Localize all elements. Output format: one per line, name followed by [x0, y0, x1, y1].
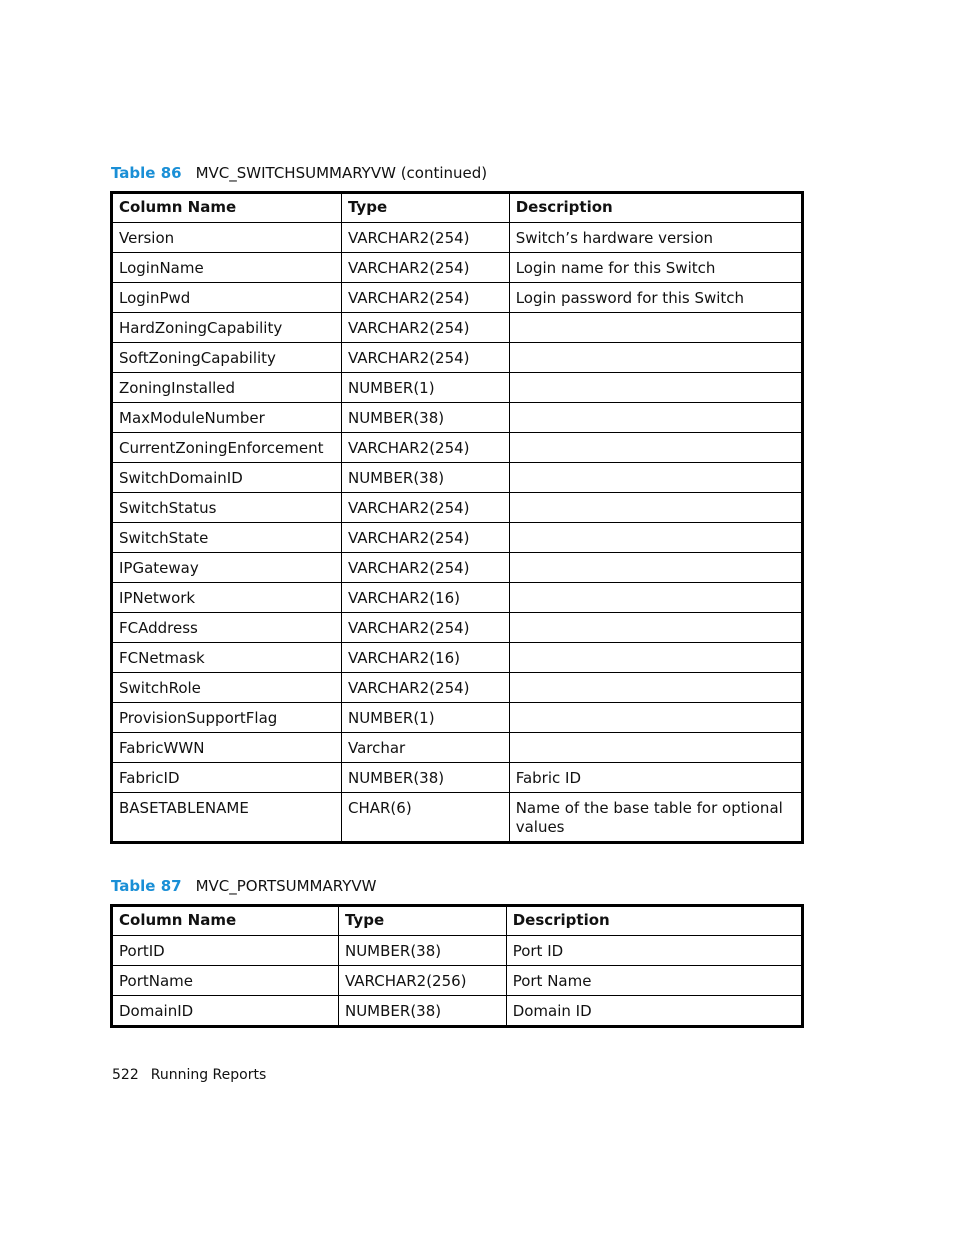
table-cell: SwitchRole	[112, 673, 342, 703]
table-86-number: Table 86	[111, 164, 182, 182]
table-86-title: MVC_SWITCHSUMMARYVW (continued)	[195, 164, 488, 182]
table-row	[112, 343, 803, 373]
table-cell: FCNetmask	[112, 643, 342, 673]
table-row	[112, 613, 803, 643]
table-cell: IPGateway	[112, 553, 342, 583]
table-row	[112, 223, 803, 253]
table-row	[112, 253, 803, 283]
page-footer	[112, 1067, 266, 1083]
table-cell: LoginName	[112, 253, 342, 283]
table-cell: NUMBER(38)	[338, 936, 506, 966]
table-cell: Login password for this Switch	[509, 283, 802, 313]
table-cell	[509, 733, 802, 763]
table-cell	[509, 583, 802, 613]
table-cell	[509, 613, 802, 643]
table-cell: VARCHAR2(254)	[341, 223, 509, 253]
table-cell: NUMBER(1)	[341, 703, 509, 733]
table-cell: VARCHAR2(254)	[341, 313, 509, 343]
table-cell: NUMBER(38)	[341, 403, 509, 433]
table-row	[112, 996, 803, 1027]
table-cell: CurrentZoningEnforcement	[112, 433, 342, 463]
page-number: 522	[112, 1067, 139, 1083]
table-87	[110, 904, 804, 1028]
table-cell	[509, 493, 802, 523]
table-cell: FabricWWN	[112, 733, 342, 763]
table-row	[112, 763, 803, 793]
table-cell: VARCHAR2(254)	[341, 523, 509, 553]
table-row	[112, 966, 803, 996]
table-row	[112, 643, 803, 673]
table-row	[112, 523, 803, 553]
table-cell: SoftZoningCapability	[112, 343, 342, 373]
table-cell: Version	[112, 223, 342, 253]
table-row	[112, 583, 803, 613]
table-cell: VARCHAR2(256)	[338, 966, 506, 996]
table-cell: VARCHAR2(254)	[341, 553, 509, 583]
footer-section-title: Running Reports	[150, 1067, 267, 1083]
table-cell: VARCHAR2(254)	[341, 493, 509, 523]
table-cell	[509, 643, 802, 673]
column-header: Description	[509, 193, 802, 223]
table-cell	[509, 673, 802, 703]
table-row	[112, 493, 803, 523]
table-86-caption	[111, 164, 487, 182]
table-cell: VARCHAR2(254)	[341, 433, 509, 463]
column-header: Type	[338, 906, 506, 936]
table-cell: PortName	[112, 966, 339, 996]
table-cell	[509, 343, 802, 373]
table-row	[112, 936, 803, 966]
table-cell: ProvisionSupportFlag	[112, 703, 342, 733]
table-cell	[509, 403, 802, 433]
table-cell	[509, 373, 802, 403]
table-row	[112, 463, 803, 493]
column-header: Column Name	[112, 193, 342, 223]
table-cell: VARCHAR2(16)	[341, 643, 509, 673]
column-header: Description	[506, 906, 802, 936]
table-cell: Name of the base table for optional values	[509, 793, 802, 843]
table-cell: Port Name	[506, 966, 802, 996]
table-cell: PortID	[112, 936, 339, 966]
table-cell: VARCHAR2(16)	[341, 583, 509, 613]
table-cell: SwitchDomainID	[112, 463, 342, 493]
table-87-title: MVC_PORTSUMMARYVW	[195, 877, 377, 895]
table-row	[112, 733, 803, 763]
table-cell	[509, 313, 802, 343]
table-cell: HardZoningCapability	[112, 313, 342, 343]
table-cell	[509, 433, 802, 463]
table-cell: VARCHAR2(254)	[341, 283, 509, 313]
table-cell: MaxModuleNumber	[112, 403, 342, 433]
table-cell: VARCHAR2(254)	[341, 343, 509, 373]
table-cell: VARCHAR2(254)	[341, 673, 509, 703]
table-cell: CHAR(6)	[341, 793, 509, 843]
table-cell: VARCHAR2(254)	[341, 613, 509, 643]
table-row	[112, 433, 803, 463]
table-86	[110, 191, 804, 844]
table-cell: LoginPwd	[112, 283, 342, 313]
table-cell: IPNetwork	[112, 583, 342, 613]
table-cell: SwitchState	[112, 523, 342, 553]
table-row	[112, 553, 803, 583]
table-cell: Fabric ID	[509, 763, 802, 793]
table-header-row	[112, 193, 803, 223]
table-cell: Login name for this Switch	[509, 253, 802, 283]
table-cell: DomainID	[112, 996, 339, 1027]
table-row	[112, 673, 803, 703]
table-87-number: Table 87	[111, 877, 182, 895]
table-cell: NUMBER(1)	[341, 373, 509, 403]
table-cell	[509, 463, 802, 493]
table-cell: NUMBER(38)	[338, 996, 506, 1027]
table-row	[112, 283, 803, 313]
table-cell: FabricID	[112, 763, 342, 793]
table-row	[112, 313, 803, 343]
table-cell: ZoningInstalled	[112, 373, 342, 403]
table-row	[112, 703, 803, 733]
column-header: Type	[341, 193, 509, 223]
column-header: Column Name	[112, 906, 339, 936]
table-row	[112, 403, 803, 433]
table-86-body	[112, 223, 803, 843]
table-cell: FCAddress	[112, 613, 342, 643]
table-cell: Domain ID	[506, 996, 802, 1027]
table-cell	[509, 523, 802, 553]
table-row	[112, 793, 803, 843]
table-87-caption	[111, 877, 376, 895]
table-cell: SwitchStatus	[112, 493, 342, 523]
table-row	[112, 373, 803, 403]
table-cell: Varchar	[341, 733, 509, 763]
table-cell: NUMBER(38)	[341, 763, 509, 793]
table-87-body	[112, 936, 803, 1027]
table-cell	[509, 553, 802, 583]
table-cell: VARCHAR2(254)	[341, 253, 509, 283]
table-header-row	[112, 906, 803, 936]
table-cell: BASETABLENAME	[112, 793, 342, 843]
table-cell: Port ID	[506, 936, 802, 966]
table-cell: Switch’s hardware version	[509, 223, 802, 253]
table-cell	[509, 703, 802, 733]
table-cell: NUMBER(38)	[341, 463, 509, 493]
